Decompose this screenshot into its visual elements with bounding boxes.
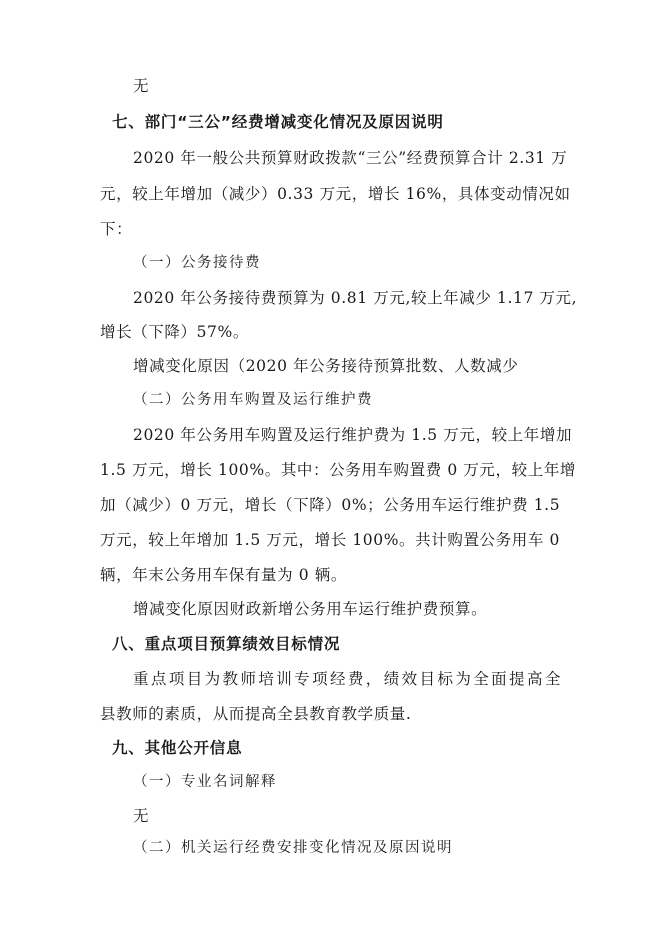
text-line: 2020 年公务用车购置及运行维护费为 1.5 万元，较上年增加: [133, 426, 573, 444]
text-line: 2020 年一般公共预算财政拨款“三公”经费预算合计 2.31 万: [133, 149, 568, 167]
text-line: 加（减少）0 万元，增长（下降）0%；公务用车运行维护费 1.5: [100, 496, 561, 514]
text-line: 辆，年末公务用车保有量为 0 辆。: [100, 566, 347, 584]
text-line: 1.5 万元，增长 100%。其中：公务用车购置费 0 万元，较上年增: [100, 461, 577, 479]
subsection-heading-glossary: （一）专业名词解释: [133, 774, 277, 790]
text-line: 无: [133, 807, 150, 825]
text-line: 增减变化原因（2020 年公务接待预算批数、人数减少: [133, 357, 519, 375]
text-line: 下：: [100, 220, 133, 238]
subsection-heading-reception: （一）公务接待费: [133, 255, 261, 271]
text-line: 重点项目为教师培训专项经费，绩效目标为全面提高全: [133, 670, 561, 688]
text-line: 万元，较上年增加 1.5 万元，增长 100%。共计购置公务用车 0: [100, 531, 560, 549]
text-line: 2020 年公务接待费预算为 0.81 万元,较上年减少 1.17 万元,: [133, 289, 578, 307]
text-line: 增长（下降）57%。: [100, 323, 249, 341]
subsection-heading-operating-costs: （二）机关运行经费安排变化情况及原因说明: [133, 840, 453, 856]
section-heading-seven: 七、部门“三公”经费增减变化情况及原因说明: [112, 113, 444, 131]
section-heading-eight: 八、重点项目预算绩效目标情况: [112, 635, 341, 653]
text-line: 增减变化原因财政新增公务用车运行维护费预算。: [133, 600, 488, 618]
subsection-heading-vehicles: （二）公务用车购置及运行维护费: [133, 392, 373, 408]
text-line: 县教师的素质，从而提高全县教育教学质量.: [100, 705, 412, 723]
text-line: 无: [133, 77, 150, 95]
text-line: 元，较上年增加（减少）0.33 万元，增长 16%，具体变动情况如: [100, 185, 571, 203]
section-heading-nine: 九、其他公开信息: [112, 739, 243, 757]
